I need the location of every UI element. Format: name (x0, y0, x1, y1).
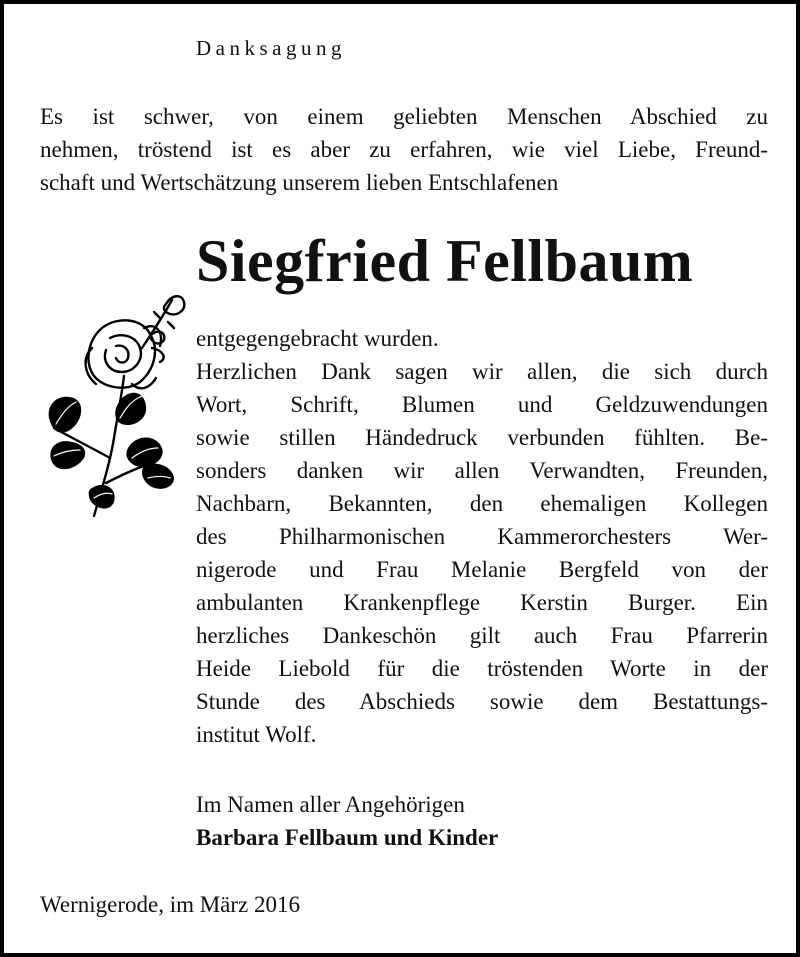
body-line: Wort, Schrift, Blumen und Geldzuwendungen (196, 392, 768, 417)
intro-line: Es ist schwer, von einem geliebten Menschen Abschied zu (40, 104, 768, 129)
deceased-name: Siegfried Fellbaum (196, 228, 694, 294)
body-line: entgegengebracht wurden. (196, 326, 439, 351)
place-date: Wernigerode, im März 2016 (40, 892, 301, 917)
notice-heading: Danksagung (196, 36, 346, 60)
rose-icon (32, 288, 197, 528)
body-line: sowie stillen Händedruck verbunden fühlten. Be- (196, 425, 768, 450)
body-line: ambulanten Krankenpflege Kerstin Burger. Ein (196, 590, 768, 615)
body-line: sonders danken wir allen Verwandten, Freunden, (196, 458, 768, 483)
body-line: Nachbarn, Bekannten, den ehemaligen Kollegen (196, 491, 768, 516)
body-line: Heide Liebold für die tröstenden Worte in der (196, 656, 768, 681)
intro-line: schaft und Wertschätzung unserem lieben Entschlafenen (40, 170, 559, 195)
intro-line: nehmen, tröstend ist es aber zu erfahren, wie viel Liebe, Freund- (40, 137, 768, 162)
intro-paragraph (40, 100, 768, 199)
body-line: institut Wolf. (196, 722, 317, 747)
body-line: Stunde des Abschieds sowie dem Bestattungs- (196, 689, 768, 714)
signature-intro: Im Namen aller Angehörigen (196, 792, 465, 817)
body-line: Herzlichen Dank sagen wir allen, die sich durch (196, 359, 768, 384)
body-line: herzliches Dankeschön gilt auch Frau Pfarrerin (196, 623, 768, 648)
signature-names: Barbara Fellbaum und Kinder (196, 825, 499, 850)
body-line: des Philharmonischen Kammerorchesters Wer- (196, 524, 768, 549)
body-line: nigerode und Frau Melanie Bergfeld von der (196, 557, 768, 582)
body-paragraph (196, 322, 768, 751)
